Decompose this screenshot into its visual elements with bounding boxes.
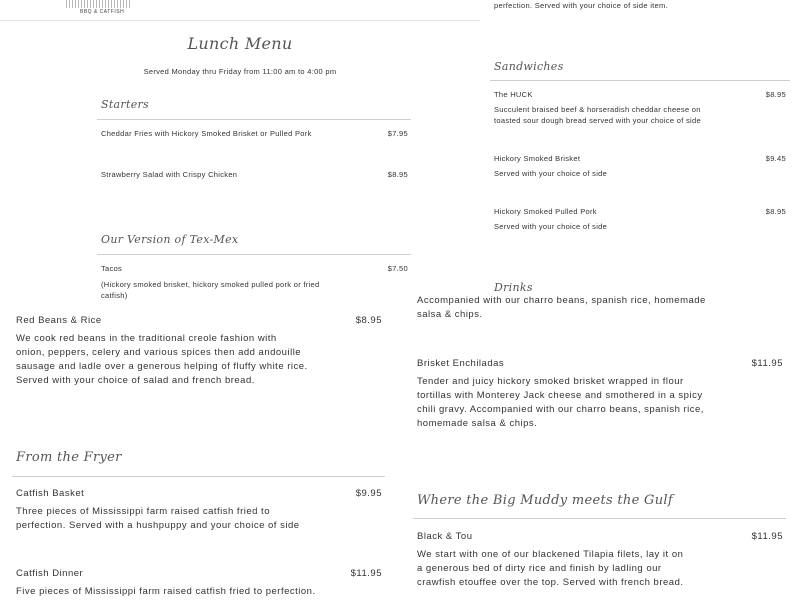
fryer-item-price: $9.95 [355, 488, 382, 499]
fryer-item-description: Three pieces of Mississippi farm raised catfish fried to perfection. Served with a hushpuppy and your choice of side [16, 506, 300, 531]
starters-heading: Starters [101, 98, 150, 111]
texmex-item-price: $7.50 [387, 264, 408, 273]
texmex-divider [97, 254, 411, 255]
fryer-heading: From the Fryer [16, 450, 122, 465]
gulf-item-name: Black & Tou [417, 531, 473, 542]
drinks-heading: Drinks [494, 281, 533, 294]
enchiladas-description: Tender and juicy hickory smoked brisket wrapped in flour tortillas with Monterey Jack cheese and smothered in a spicy chili gravy. Accompanied with our charro beans, spanish rice, homemade salsa & chips. [417, 376, 704, 429]
starter-item-price: $7.95 [387, 129, 408, 138]
previous-item-description-fragment: perfection. Served with your choice of side item. [494, 1, 668, 10]
sandwich-item-price: $9.45 [765, 154, 786, 163]
red-beans-price: $8.95 [355, 315, 382, 326]
logo-graphic [66, 0, 130, 8]
sandwich-item-price: $8.95 [765, 90, 786, 99]
sandwich-item-name: Hickory Smoked Brisket [494, 154, 581, 163]
sandwich-item-description: Succulent braised beef & horseradish cheddar cheese on toasted sour dough bread served with your choice of side [494, 105, 701, 125]
sandwich-item-price: $8.95 [765, 207, 786, 216]
red-beans-name: Red Beans & Rice [16, 315, 102, 326]
gulf-item-price: $11.95 [751, 531, 783, 542]
gulf-item-description: We start with one of our blackened Tilapia filets, lay it on a generous bed of dirty rice and finish by ladling our crawfish etouffee over the top. Served with french bread. [417, 549, 684, 588]
sandwich-item-description: Served with your choice of side [494, 169, 608, 178]
fryer-item-name: Catfish Dinner [16, 568, 84, 579]
fryer-item-name: Catfish Basket [16, 488, 85, 499]
starter-item-name: Strawberry Salad with Crispy Chicken [101, 170, 238, 179]
starter-item-name: Cheddar Fries with Hickory Smoked Brisket or Pulled Pork [101, 129, 312, 138]
red-beans-description: We cook red beans in the traditional creole fashion with onion, peppers, celery and various spices then add andouille sausage and ladle over a generous helping of fluffy white rice. Served with your choice of salad and french bread. [16, 333, 308, 386]
enchiladas-price: $11.95 [751, 358, 783, 369]
starter-item-price: $8.95 [387, 170, 408, 179]
sandwiches-heading: Sandwiches [494, 60, 564, 73]
sandwich-item-name: The HUCK [494, 90, 533, 99]
starters-divider [97, 119, 411, 120]
fryer-item-price: $11.95 [350, 568, 382, 579]
fryer-divider [12, 476, 385, 477]
logo-text: BBQ & CATFISH [80, 9, 125, 15]
enchiladas-name: Brisket Enchiladas [417, 358, 505, 369]
lunch-menu-title: Lunch Menu [187, 34, 293, 53]
header-divider [0, 20, 480, 21]
texmex-item-name: Tacos [101, 264, 123, 273]
sandwich-item-name: Hickory Smoked Pulled Pork [494, 207, 597, 216]
gulf-heading: Where the Big Muddy meets the Gulf [417, 493, 673, 508]
fryer-item-description: Five pieces of Mississippi farm raised catfish fried to perfection. [16, 586, 316, 597]
lunch-menu-subtitle: Served Monday thru Friday from 11:00 am to 4:00 pm [143, 67, 337, 76]
sandwich-item-description: Served with your choice of side [494, 222, 608, 231]
texmex-heading: Our Version of Tex-Mex [101, 233, 239, 246]
sandwiches-divider [490, 80, 790, 81]
previous-item-description-fragment: Accompanied with our charro beans, spanish rice, homemade salsa & chips. [417, 295, 706, 320]
texmex-item-description: (Hickory smoked brisket, hickory smoked pulled pork or fried catfish) [101, 280, 320, 300]
restaurant-logo[interactable] [66, 0, 130, 16]
gulf-divider [413, 518, 786, 519]
